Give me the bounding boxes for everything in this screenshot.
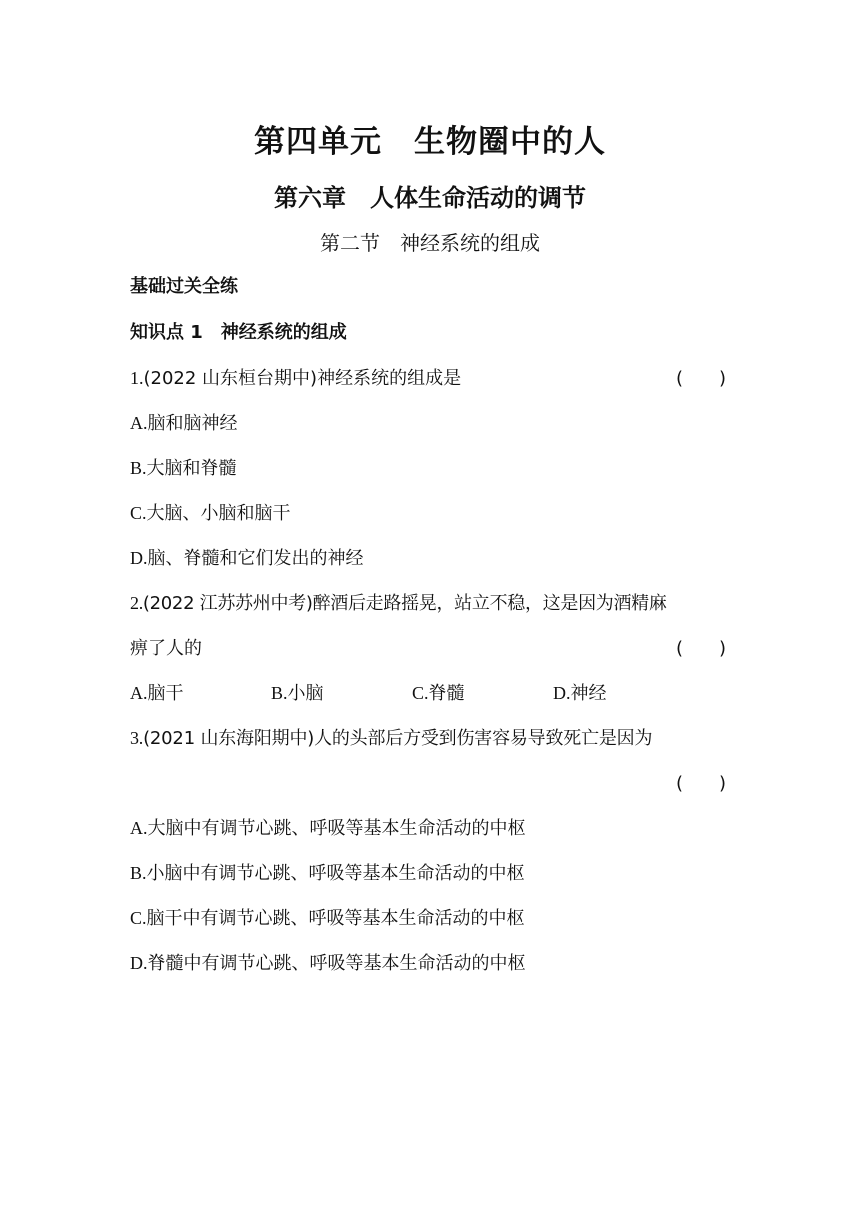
question-number: 1. [130,368,144,388]
option-a [130,679,184,705]
practice-heading: 基础过关全练 [130,276,238,297]
option-text: 脑干 [147,683,184,704]
knowledge-point-heading: 知识点 1 神经系统的组成 [130,322,347,343]
option-letter: A. [130,683,148,703]
option-text: 小脑中有调节心跳、呼吸等基本生命活动的中枢 [146,863,525,884]
option-letter: D. [553,683,571,703]
option-letter: D. [130,953,148,973]
option-text: 脑干中有调节心跳、呼吸等基本生命活动的中枢 [146,908,525,929]
option-text: 大脑中有调节心跳、呼吸等基本生命活动的中枢 [147,818,526,839]
option-letter: A. [130,413,148,433]
option-b [130,859,525,885]
option-text: 大脑、小脑和脑干 [146,503,291,524]
option-text: 脑、脊髓和它们发出的神经 [147,548,364,569]
answer-blank: ( ) [676,773,727,794]
option-text: 脊髓中有调节心跳、呼吸等基本生命活动的中枢 [147,953,526,974]
chapter-title: 第六章 人体生命活动的调节 [274,184,586,212]
question-2 [130,589,667,615]
option-b [271,679,324,705]
option-letter: C. [412,683,429,703]
option-letter: C. [130,503,147,523]
option-letter: A. [130,818,148,838]
option-text: 神经 [570,683,607,704]
option-letter: B. [130,458,147,478]
option-letter: B. [271,683,288,703]
section-title: 第二节 神经系统的组成 [320,231,540,255]
question-2-continued: 痹了人的 [130,638,202,659]
question-stem: (2022 山东桓台期中)神经系统的组成是 [143,368,462,389]
question-stem: (2021 山东海阳期中)人的头部后方受到伤害容易导致死亡是因为 [143,728,653,749]
option-d [130,544,364,570]
option-text: 脊髓 [428,683,465,704]
option-a [130,409,238,435]
option-text: 小脑 [287,683,324,704]
question-number: 3. [130,728,144,748]
option-text: 大脑和脊髓 [146,458,237,479]
unit-title: 第四单元 生物圈中的人 [254,124,606,160]
question-number: 2. [130,593,143,613]
option-d [130,949,526,975]
option-a [130,814,526,840]
option-text: 脑和脑神经 [147,413,238,434]
question-3 [130,724,652,750]
option-letter: C. [130,908,147,928]
option-letter: B. [130,863,147,883]
answer-blank: ( ) [676,368,727,389]
option-letter: D. [130,548,148,568]
option-d [553,679,607,705]
answer-blank: ( ) [676,638,727,659]
question-stem: (2022 江苏苏州中考)醉酒后走路摇晃，站立不稳，这是因为酒精麻 [142,593,667,614]
option-c [130,904,525,930]
option-b [130,454,237,480]
option-c [412,679,465,705]
question-1 [130,364,461,390]
option-c [130,499,291,525]
